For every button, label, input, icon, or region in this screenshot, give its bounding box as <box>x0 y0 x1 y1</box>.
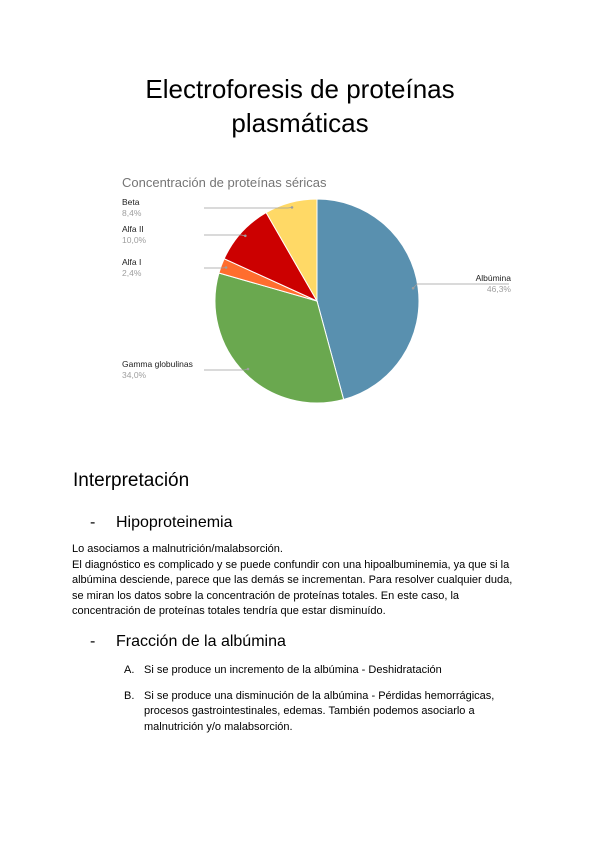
paragraph-line: albúmina desciende, parece que las demás se incrementan. Para resolver cualquier duda, <box>72 574 513 586</box>
albumina-list <box>124 663 514 745</box>
list-item <box>124 663 514 679</box>
list-item-text: Si se produce un incremento de la albúmina - Deshidratación <box>144 664 442 676</box>
pie-slices <box>215 199 419 403</box>
list-marker: B. <box>124 689 135 702</box>
pie-leader-dot <box>291 206 294 209</box>
pie-value-label: 2,4% <box>122 268 142 278</box>
pie-value-label: 10,0% <box>122 235 147 245</box>
paragraph-line: El diagnóstico es complicado y se puede confundir con una hipoalbuminemia, ya que si la <box>72 558 510 571</box>
dash-bullet: - <box>90 514 96 531</box>
pie-value-label: 46,3% <box>486 284 511 294</box>
pie-leader-dot <box>412 287 415 290</box>
pie-label: Alfa II <box>122 224 144 234</box>
dash-bullet: - <box>90 633 96 650</box>
subsection-heading-fraccion-albumina <box>90 633 286 651</box>
paragraph-line: Lo asociamos a malnutrición/malabsorción. <box>72 543 283 555</box>
subsection-heading-hipoproteinemia <box>90 514 233 532</box>
subsection-title: Hipoproteinemia <box>116 514 233 531</box>
pie-label: Beta <box>122 197 140 207</box>
pie-leader-dot <box>225 266 228 269</box>
page-title-line-1: Electroforesis de proteínas <box>145 74 455 104</box>
list-marker: A. <box>124 664 135 676</box>
paragraph-line: concentración de proteínas totales tendría que estar disminuído. <box>72 605 386 617</box>
pie-label: Alfa I <box>122 257 142 267</box>
subsection-title: Fracción de la albúmina <box>116 633 286 650</box>
list-item-text: Si se produce una disminución de la albúmina - Pérdidas hemorrágicas, procesos gastrointestinales, edemas. También podemos asociarlo a malnutrición y/o malabsorción. <box>144 689 495 733</box>
pie-leader-dot <box>244 235 247 238</box>
list-item <box>124 689 514 736</box>
pie-leader-dot <box>247 368 250 371</box>
chart-title: Concentración de proteínas séricas <box>122 175 327 190</box>
pie-label: Albúmina <box>475 273 511 283</box>
section-heading: Interpretación <box>73 470 190 491</box>
pie-value-label: 34,0% <box>122 370 147 380</box>
page-title-line-2: plasmáticas <box>231 108 369 138</box>
pie-label: Gamma globulinas <box>122 359 193 369</box>
pie-value-label: 8,4% <box>122 208 142 218</box>
pie-chart <box>0 160 600 420</box>
paragraph-line: se miran los datos sobre la concentración de proteínas totales. En este caso, la <box>72 589 460 602</box>
pie-leader-line <box>204 268 226 269</box>
page-title <box>0 72 600 140</box>
hipoproteinemia-paragraph <box>72 542 532 620</box>
